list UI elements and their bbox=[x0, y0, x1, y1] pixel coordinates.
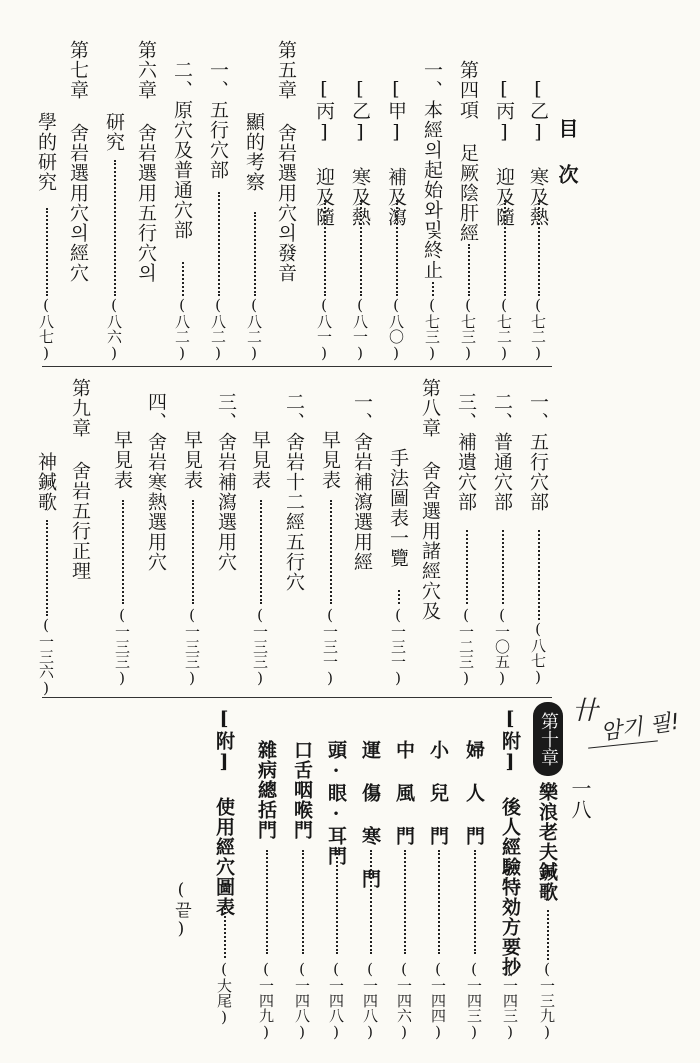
toc-item-page: ( 一三一 ) bbox=[390, 606, 405, 687]
toc-item-page: ( 一四八 ) bbox=[294, 960, 309, 1041]
toc-item-page: ( 一四三 ) bbox=[466, 960, 481, 1041]
leader-dots bbox=[547, 910, 549, 960]
toc-item-label: 二、原穴及普通穴部 bbox=[171, 60, 193, 240]
toc-item-label: 研究 bbox=[103, 112, 125, 152]
section-divider-bottom bbox=[42, 697, 552, 698]
toc-item-label: [附] 使用經穴圖表 bbox=[213, 708, 235, 917]
toc-item-page: ( 一四三 ) bbox=[502, 960, 517, 1041]
toc-item-label: 第八章 舍舍選用諸經穴及 bbox=[419, 378, 441, 621]
toc-item-label: 早見表 bbox=[181, 430, 203, 490]
toc-item-label: [乙] 寒及熱 bbox=[527, 78, 549, 227]
toc-item-page: ( 八一 ) bbox=[352, 296, 367, 362]
toc-item-label: 三、舍岩補瀉選用穴 bbox=[215, 392, 237, 572]
leader-dots bbox=[46, 520, 48, 616]
toc-item-page: ( 八二 ) bbox=[174, 296, 189, 362]
leader-dots bbox=[398, 590, 400, 604]
toc-item-page: ( 一三三 ) bbox=[252, 606, 267, 687]
toc-item-label: 第七章 舍岩選用穴의經穴 bbox=[67, 40, 89, 283]
toc-item-label: [丙] 迎及隨 bbox=[493, 78, 515, 227]
leader-dots bbox=[396, 200, 398, 296]
toc-item-label: 第六章 舍岩選用五行穴의 bbox=[135, 40, 157, 283]
leader-dots bbox=[218, 192, 220, 296]
toc-item-label: 手法圖表一覽 bbox=[387, 448, 409, 568]
toc-item-page: ( 八一 ) bbox=[316, 296, 331, 362]
toc-item-label: 頭·眼·耳門 bbox=[325, 740, 347, 866]
handwritten-mark: 卄 bbox=[572, 696, 599, 726]
toc-item-label: 一、舍岩補瀉選用經 bbox=[351, 392, 373, 572]
toc-item-label: 早見表 bbox=[249, 430, 271, 490]
leader-dots bbox=[504, 200, 506, 296]
toc-item-page: ( 七三 ) bbox=[460, 296, 475, 362]
chapter-ten-badge: 第十章 bbox=[533, 702, 563, 776]
leader-dots bbox=[468, 244, 470, 296]
toc-item-label: 四、舍岩寒熱選用穴 bbox=[145, 392, 167, 572]
toc-item-page: ( 一三六 ) bbox=[38, 616, 53, 697]
toc-item-label: 早見表 bbox=[319, 430, 341, 490]
leader-dots bbox=[224, 904, 226, 958]
leader-dots bbox=[302, 850, 304, 954]
toc-item-page: ( 一四八 ) bbox=[328, 960, 343, 1041]
toc-item-label: 第九章 舍岩五行正理 bbox=[69, 378, 91, 581]
toc-item-page: ( 一〇五 ) bbox=[494, 606, 509, 687]
toc-item-page: ( 八二 ) bbox=[246, 296, 261, 362]
leader-dots bbox=[192, 500, 194, 604]
toc-item-label: 三、補遺穴部 bbox=[455, 392, 477, 512]
toc-item-page: ( 八〇 ) bbox=[388, 296, 403, 362]
toc-item-label: 第五章 舍岩選用穴의發音 bbox=[275, 40, 297, 283]
leader-dots bbox=[182, 262, 184, 296]
leader-dots bbox=[538, 200, 540, 296]
toc-item-page: ( 一三三 ) bbox=[184, 606, 199, 687]
leader-dots bbox=[336, 850, 338, 954]
leader-dots bbox=[404, 850, 406, 954]
leader-dots bbox=[474, 850, 476, 954]
leader-dots bbox=[122, 500, 124, 604]
toc-item-label: 二、普通穴部 bbox=[491, 392, 513, 512]
page-number: 一八 bbox=[568, 778, 592, 820]
toc-item-label: [甲] 補及瀉 bbox=[385, 78, 407, 227]
toc-item-page: ( 一三九 ) bbox=[539, 960, 554, 1041]
toc-item-label: 口舌咽喉門 bbox=[291, 740, 313, 840]
toc-item-page: ( 一四八 ) bbox=[362, 960, 377, 1041]
toc-item-label: 早見表 bbox=[111, 430, 133, 490]
toc-item-page: ( 七三 ) bbox=[424, 296, 439, 362]
toc-item-label: 一、五行穴部 bbox=[207, 60, 229, 180]
leader-dots bbox=[432, 282, 434, 296]
leader-dots bbox=[502, 530, 504, 604]
toc-item-label: 中 風 門 bbox=[393, 740, 415, 846]
toc-item-label: 第四項 足厥陰肝經 bbox=[457, 60, 479, 243]
toc-item-label: 學的研究 bbox=[35, 112, 57, 192]
toc-item-page: ( 大尾 ) bbox=[216, 960, 231, 1026]
toc-item-label: 顯的考察 bbox=[243, 112, 265, 192]
leader-dots bbox=[360, 200, 362, 296]
leader-dots bbox=[266, 850, 268, 954]
toc-item-page: ( 一四六 ) bbox=[396, 960, 411, 1041]
toc-item-label: [乙] 寒及熱 bbox=[349, 78, 371, 227]
toc-item-page: ( 七二 ) bbox=[496, 296, 511, 362]
leader-dots bbox=[46, 208, 48, 296]
leader-dots bbox=[466, 530, 468, 604]
leader-dots bbox=[114, 160, 116, 296]
toc-item-label: [附] 後人經驗特効方要抄 bbox=[499, 708, 521, 977]
toc-item-label: 一、五行穴部 bbox=[527, 392, 549, 512]
leader-dots bbox=[254, 212, 256, 296]
end-mark: (끝) bbox=[171, 880, 191, 940]
toc-item-label: 雜病總括門 bbox=[255, 740, 277, 840]
toc-item-label: 二、舍岩十二經五行穴 bbox=[283, 392, 305, 592]
leader-dots bbox=[438, 850, 440, 954]
toc-item-label: 一、本經의起始와및終止 bbox=[421, 60, 443, 280]
toc-item-page: ( 一三三 ) bbox=[114, 606, 129, 687]
toc-item-page: ( 八二 ) bbox=[210, 296, 225, 362]
leader-dots bbox=[330, 500, 332, 604]
toc-item-label: 小 兒 門 bbox=[427, 740, 449, 846]
toc-item-label: 樂浪老夫鍼歌 bbox=[536, 782, 558, 902]
section-divider-top bbox=[42, 366, 552, 367]
toc-title: 目 次 bbox=[555, 118, 579, 185]
toc-item-label: 運 傷 寒 門 bbox=[359, 740, 381, 889]
leader-dots bbox=[370, 850, 372, 954]
toc-item-page: ( 一四九 ) bbox=[258, 960, 273, 1041]
toc-item-page: ( 七二 ) bbox=[530, 296, 545, 362]
toc-item-label: [丙] 迎及隨 bbox=[313, 78, 335, 227]
toc-item-label: 神鍼歌 bbox=[35, 452, 57, 512]
leader-dots bbox=[538, 530, 540, 620]
toc-item-page: ( 一三一 ) bbox=[322, 606, 337, 687]
toc-item-page: ( 八六 ) bbox=[106, 296, 121, 362]
handwritten-note: 암기 필! bbox=[598, 709, 682, 746]
toc-item-page: ( 八七 ) bbox=[38, 296, 53, 362]
toc-item-label: 婦 人 門 bbox=[463, 740, 485, 846]
toc-item-page: ( 一二三 ) bbox=[458, 606, 473, 687]
toc-item-page: ( 一四四 ) bbox=[430, 960, 445, 1041]
leader-dots bbox=[324, 200, 326, 296]
toc-item-page: ( 八七 ) bbox=[530, 620, 545, 686]
leader-dots bbox=[260, 500, 262, 604]
